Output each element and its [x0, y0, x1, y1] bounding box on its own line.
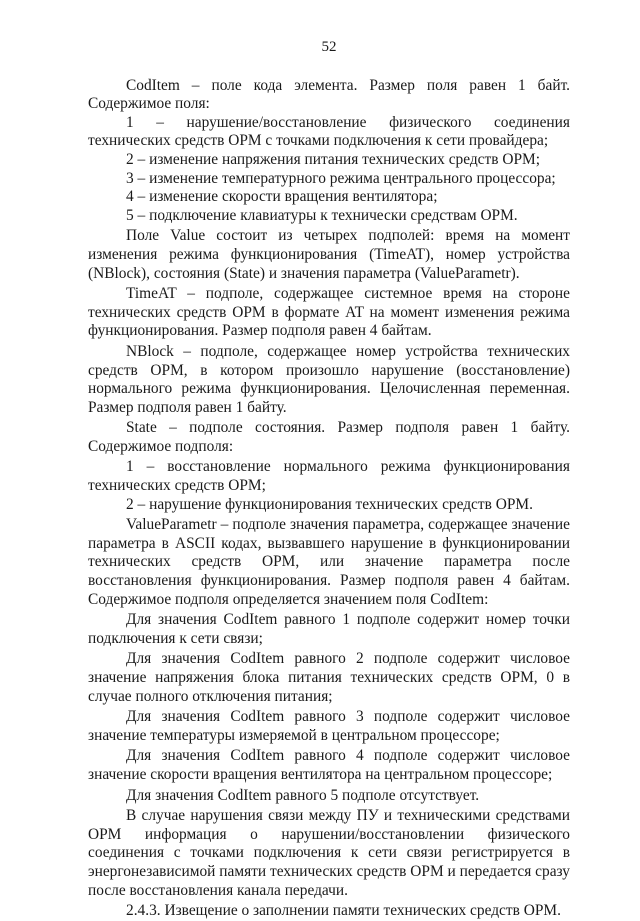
paragraph-coditem-value-5: Для значения CodItem равного 5 подполе отсутствует. [126, 786, 480, 804]
paragraph-timeat: TimeAT – подполе, содержащее системное время на стороне технических средств ОРМ в формате AT на момент изменения режима функционирования. Размер подполя равен 4 байтам. [88, 285, 570, 340]
paragraph-connection-failure: В случае нарушения связи между ПУ и техническими средствами ОРМ информация о нарушении/восстановлении физического соединения с точками подключения к сети связи регистрируется в энергонезависимой памяти технических средств ОРМ и передается сразу после восстановления канала передачи. [88, 807, 570, 899]
list-item-state-1: 1 – восстановление нормального режима функционирования технических средств ОРМ; [88, 458, 570, 495]
list-item-coditem-4: 4 – изменение скорости вращения вентилятора; [126, 188, 438, 206]
paragraph-valueparametr: ValueParametr – подполе значения параметра, содержащее значение параметра в ASCII кодах, вызвавшего нарушение в функционировании технических средств ОРМ, или значение параметра после восстановления функционирования. Размер подполя равен 4 байтам. Содержимое подполя определяется значением поля CodItem: [88, 516, 570, 608]
page-number: 52 [321, 39, 337, 55]
paragraph-state: State – подполе состояния. Размер подполя равен 1 байту. Содержимое подполя: [88, 419, 570, 455]
list-item-state-2: 2 – нарушение функционирования технических средств ОРМ. [126, 495, 533, 513]
list-item-coditem-5: 5 – подключение клавиатуры к технически средствам ОРМ. [126, 206, 518, 224]
paragraph-coditem-value-1: Для значения CodItem равного 1 подполе содержит номер точки подключения к сети связи; [88, 611, 570, 647]
paragraph-value-field: Поле Value состоит из четырех подполей: время на момент изменения режима функционирования (TimeAT), номер устройства (NBlock), состояния (State) и значения параметра (ValueParametr). [88, 227, 570, 282]
list-item-coditem-1: 1 – нарушение/восстановление физического соединения технических средств ОРМ с точками подключения к сети провайдера; [88, 113, 570, 150]
paragraph-coditem-value-2: Для значения CodItem равного 2 подполе содержит числовое значение напряжения блока питания технических средств ОРМ, 0 в случае полного отключения питания; [88, 650, 570, 705]
list-item-coditem-3: 3 – изменение температурного режима центрального процессора; [126, 169, 556, 187]
paragraph-coditem-value-4: Для значения CodItem равного 4 подполе содержит числовое значение скорости вращения вентилятора на центральном процессоре; [88, 747, 570, 783]
paragraph-coditem-value-3: Для значения CodItem равного 3 подполе содержит числовое значение температуры измеряемой в центральном процессоре; [88, 708, 570, 744]
section-heading-2-4-3: 2.4.3. Извещение о заполнении памяти технических средств ОРМ. [126, 902, 561, 920]
paragraph-coditem: CodItem – поле кода элемента. Размер поля равен 1 байт. Содержимое поля: [88, 76, 570, 113]
paragraph-nblock: NBlock – подполе, содержащее номер устройства технических средств ОРМ, в котором произошло нарушение (восстановление) нормального режима функционирования. Целочисленная переменная. Размер подполя равен 1 байту. [88, 342, 570, 416]
list-item-coditem-2: 2 – изменение напряжения питания технических средств ОРМ; [126, 150, 540, 168]
